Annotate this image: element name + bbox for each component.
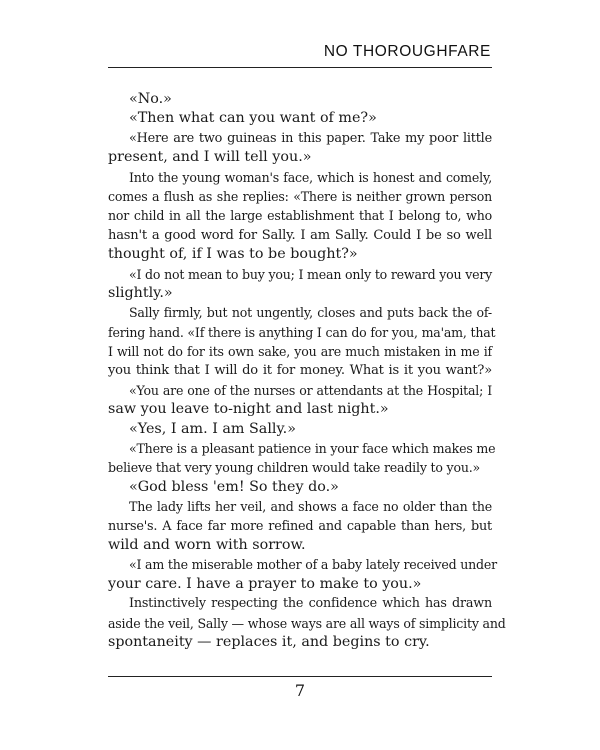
text-line: «You are one of the nurses or attendants at the Hospital; I [129, 382, 492, 398]
text-line: «There is a pleasant patience in your face which makes me [129, 441, 496, 457]
text-line: comes a flush as she replies: «There is neither grown person [108, 188, 492, 204]
text-line: «No.» [129, 91, 172, 107]
text-line: saw you leave to-night and last night.» [108, 401, 389, 418]
text-line: your care. I have a prayer to make to you.» [108, 575, 422, 592]
text-line: fering hand. «If there is anything I can do for you, ma'am, that [108, 324, 496, 340]
text-line: Instinctively respecting the confidence which has drawn [129, 596, 492, 612]
text-line: thought of, if I was to be bought?» [108, 246, 358, 263]
text-line: «I do not mean to buy you; I mean only to reward you very [129, 266, 493, 282]
text-line: «God bless 'em! So they do.» [129, 478, 339, 495]
text-line: present, and I will tell you.» [108, 149, 312, 166]
text-line: I will not do for its own sake, you are much mistaken in me if [108, 344, 492, 360]
text-line: wild and worn with sorrow. [108, 536, 306, 553]
text-line: Sally firmly, but not ungently, closes and puts back the of- [129, 305, 492, 321]
text-line: slightly.» [108, 284, 173, 301]
text-line: «Here are two guineas in this paper. Take my poor little [129, 130, 492, 146]
text-line: «Then what can you want of me?» [129, 110, 377, 127]
text-line: nor child in all the large establishment that I belong to, who [108, 208, 492, 224]
page-number: 7 [294, 681, 306, 700]
text-line: Into the young woman's face, which is honest and comely, [129, 169, 492, 185]
running-title: NO THOROUGHFARE [323, 43, 491, 60]
text-line: hasn't a good word for Sally. I am Sally. Could I be so well [108, 227, 492, 243]
text-line: you think that I will do it for money. What is it you want?» [108, 363, 492, 379]
footer-rule [108, 676, 492, 677]
text-line: «Yes, I am. I am Sally.» [129, 420, 296, 437]
text-line: believe that very young children would take readily to you.» [108, 460, 481, 476]
text-line: «I am the miserable mother of a baby lately received under [129, 557, 497, 573]
text-line: nurse's. A face far more refined and capable than hers, but [108, 518, 492, 534]
header-rule [108, 67, 492, 68]
body-text [108, 90, 506, 652]
text-line: aside the veil, Sally — whose ways are all ways of simplicity and [108, 615, 506, 631]
text-line: spontaneity — replaces it, and begins to cry. [108, 633, 430, 650]
text-line: The lady lifts her veil, and shows a face no older than the [129, 499, 492, 515]
